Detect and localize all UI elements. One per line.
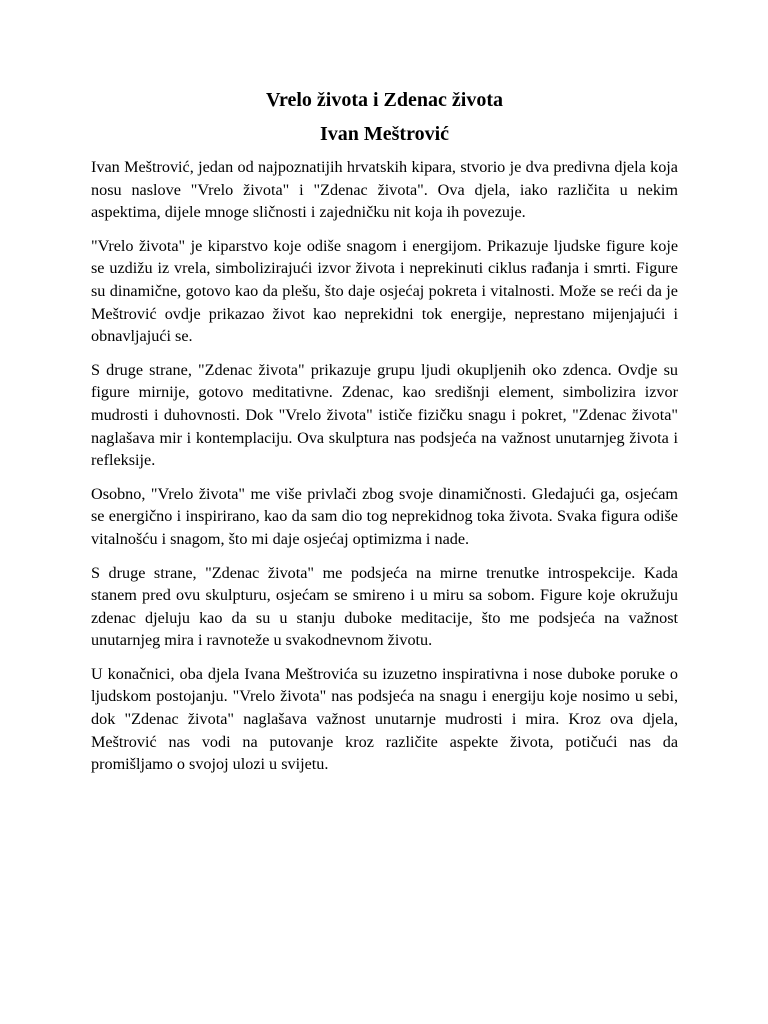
paragraph-3: S druge strane, "Zdenac života" prikazuje grupu ljudi okupljenih oko zdenca. Ovdje su figure mirnije, gotovo meditativne. Zdenac, kao središnji element, simbolizira izvor mudrosti i duhovnosti. Dok "Vrelo života" ističe fizičku snagu i pokret, "Zdenac života" naglašava mir i kontemplaciju. Ova skulptura nas podsjeća na važnost unutarnjeg života i refleksije. [91,360,678,470]
document-title: Vrelo života i Zdenac života [266,89,503,111]
paragraph-6: U konačnici, oba djela Ivana Meštrovića su izuzetno inspirativna i nose duboke poruke o ljudskom postojanju. "Vrelo života" nas podsjeća na snagu i energiju koje nosimo u sebi, dok "Zdenac života" naglašava važnost unutarnje mudrosti i mira. Kroz ova djela, Meštrović nas vodi na putovanje kroz različite aspekte života, potičući nas da promišljamo o svojoj ulozi u svijetu. [91,664,678,774]
document-author: Ivan Meštrović [319,123,450,145]
paragraph-1: Ivan Meštrović, jedan od najpoznatijih hrvatskih kipara, stvorio je dva predivna djela koja nosu naslove "Vrelo života" i "Zdenac života". Ova djela, iako različita u nekim aspektima, dijele mnoge sličnosti i zajedničku nit koja ih povezuje. [91,158,678,222]
paragraph-4: Osobno, "Vrelo života" me više privlači zbog svoje dinamičnosti. Gledajući ga, osjećam se energično i inspirirano, kao da sam dio tog neprekidnog toka života. Svaka figura odiše vitalnošću i snagom, što mi daje osjećaj optimizma i nade. [91,484,678,548]
document-page [91,86,678,787]
paragraph-2: "Vrelo života" je kiparstvo koje odiše snagom i energijom. Prikazuje ljudske figure koje se uzdižu iz vrela, simbolizirajući izvor života i neprekinuti ciklus rađanja i smrti. Figure su dinamične, gotovo kao da plešu, što daje osjećaj pokreta i vitalnosti. Može se reći da je Meštrović ovdje prikazao život kao neprekidni tok energije, neprestano mijenjajući i obnavljajući se. [91,236,678,346]
paragraph-5: S druge strane, "Zdenac života" me podsjeća na mirne trenutke introspekcije. Kada stanem pred ovu skulpturu, osjećam se smireno i u miru sa sobom. Figure koje okružuju zdenac djeluju kao da su u stanju duboke meditacije, što me podsjeća na važnost unutarnjeg mira i ravnoteže u svakodnevnom životu. [91,563,678,650]
